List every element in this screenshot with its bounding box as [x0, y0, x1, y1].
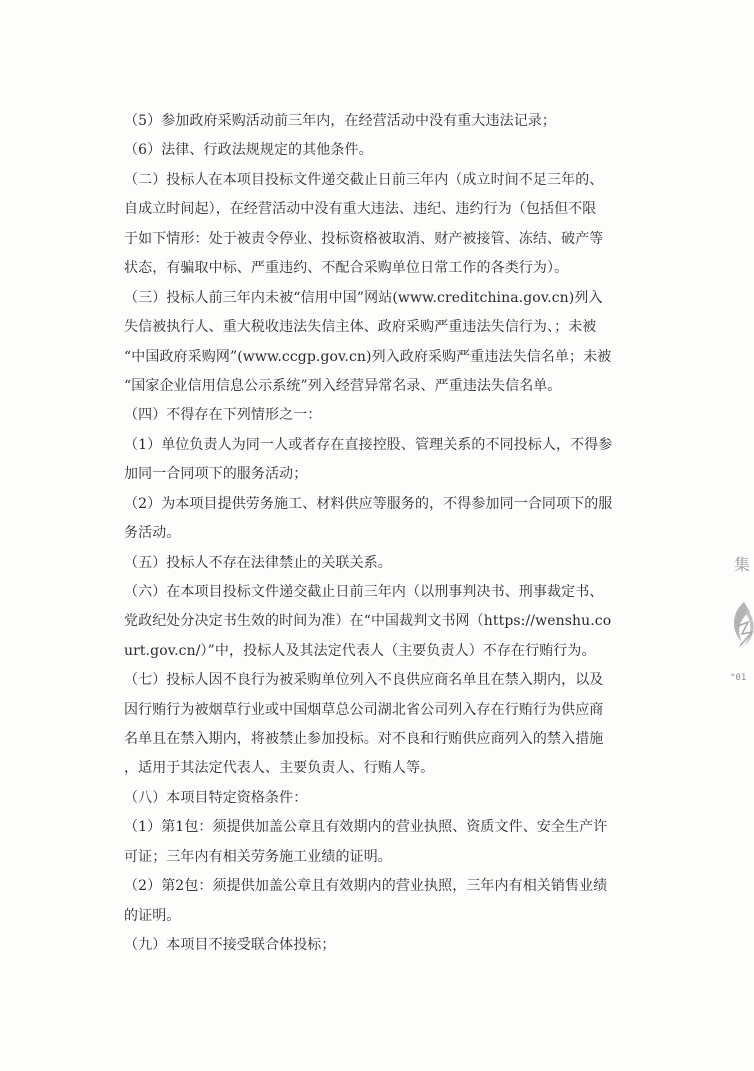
text-line: 状态，有骗取中标、严重违约、不配合采购单位日常工作的各类行为）。 [124, 260, 569, 276]
text-line: （六）在本项目投标文件递交截止日前三年内（以刑事判决书、刑事裁定书、 [124, 584, 604, 600]
text-line: 的证明。 [124, 908, 181, 924]
text-line: “中国政府采购网”(www.ccgp.gov.cn)列入政府采购严重违法失信名单；未被 [124, 349, 612, 365]
text-line: （2）为本项目提供劳务施工、材料供应等服务的，不得参加同一合同项下的服 [124, 496, 613, 512]
text-line: （七）投标人因不良行为被采购单位列入不良供应商名单且在禁入期内，以及 [124, 672, 604, 688]
text-line: 失信被执行人、重大税收违法失信主体、政府采购严重违法失信行为、；未被 [124, 319, 597, 335]
text-line: （五）投标人不存在法律禁止的关联关系。 [124, 555, 392, 571]
text-line: （1）单位负责人为同一人或者存在直接控股、管理关系的不同投标人，不得参 [124, 437, 613, 453]
seal-fragment [722, 530, 754, 710]
text-line: “国家企业信用信息公示系统”列入经营异常名录、严重违法失信名单。 [124, 378, 562, 394]
text-line: （2）第2包：须提供加盖公章且有效期内的营业执照，三年内有相关销售业绩 [124, 878, 608, 894]
text-line: （1）第1包：须提供加盖公章且有效期内的营业执照、资质文件、安全生产许 [124, 819, 608, 835]
seal-char: 集 [734, 555, 751, 574]
text-line: 务活动。 [124, 525, 181, 541]
text-line: 加同一合同项下的服务活动； [124, 466, 308, 482]
text-line: 自成立时间起），在经营活动中没有重大违法、违纪、违约行为（包括但不限 [124, 201, 597, 217]
seal-emblem-icon [722, 530, 754, 710]
text-line: 名单且在禁入期内，将被禁止参加投标。对不良和行贿供应商列入的禁入措施 [124, 731, 604, 747]
text-line: （九）本项目不接受联合体投标； [124, 937, 336, 953]
text-line: 因行贿行为被烟草行业或中国烟草总公司湖北省公司列入存在行贿行为供应商 [124, 702, 604, 718]
text-line: （四）不得存在下列情形之一： [124, 407, 322, 423]
seal-number: °01 [730, 673, 747, 683]
text-line: （二）投标人在本项目投标文件递交截止日前三年内（成立时间不足三年的、 [124, 172, 604, 188]
text-line: （6）法律、行政法规规定的其他条件。 [124, 142, 373, 158]
text-line: 于如下情形：处于被责令停业、投标资格被取消、财产被接管、冻结、破产等 [124, 231, 604, 247]
text-line: ，适用于其法定代表人、主要负责人、行贿人等。 [124, 760, 435, 776]
text-line: 党政纪处分决定书生效的时间为准）在“中国裁判文书网（https://wenshu.co [124, 613, 612, 629]
text-line: （三）投标人前三年内未被“信用中国”网站(www.creditchina.gov.cn)列入 [124, 290, 603, 306]
text-line: （5）参加政府采购活动前三年内，在经营活动中没有重大违法记录； [124, 113, 557, 129]
text-line: 可证；三年内有相关劳务施工业绩的证明。 [124, 849, 392, 865]
text-line: （八）本项目特定资格条件： [124, 790, 308, 806]
text-line: urt.gov.cn/）”中，投标人及其法定代表人（主要负责人）不存在行贿行为。 [124, 643, 596, 659]
